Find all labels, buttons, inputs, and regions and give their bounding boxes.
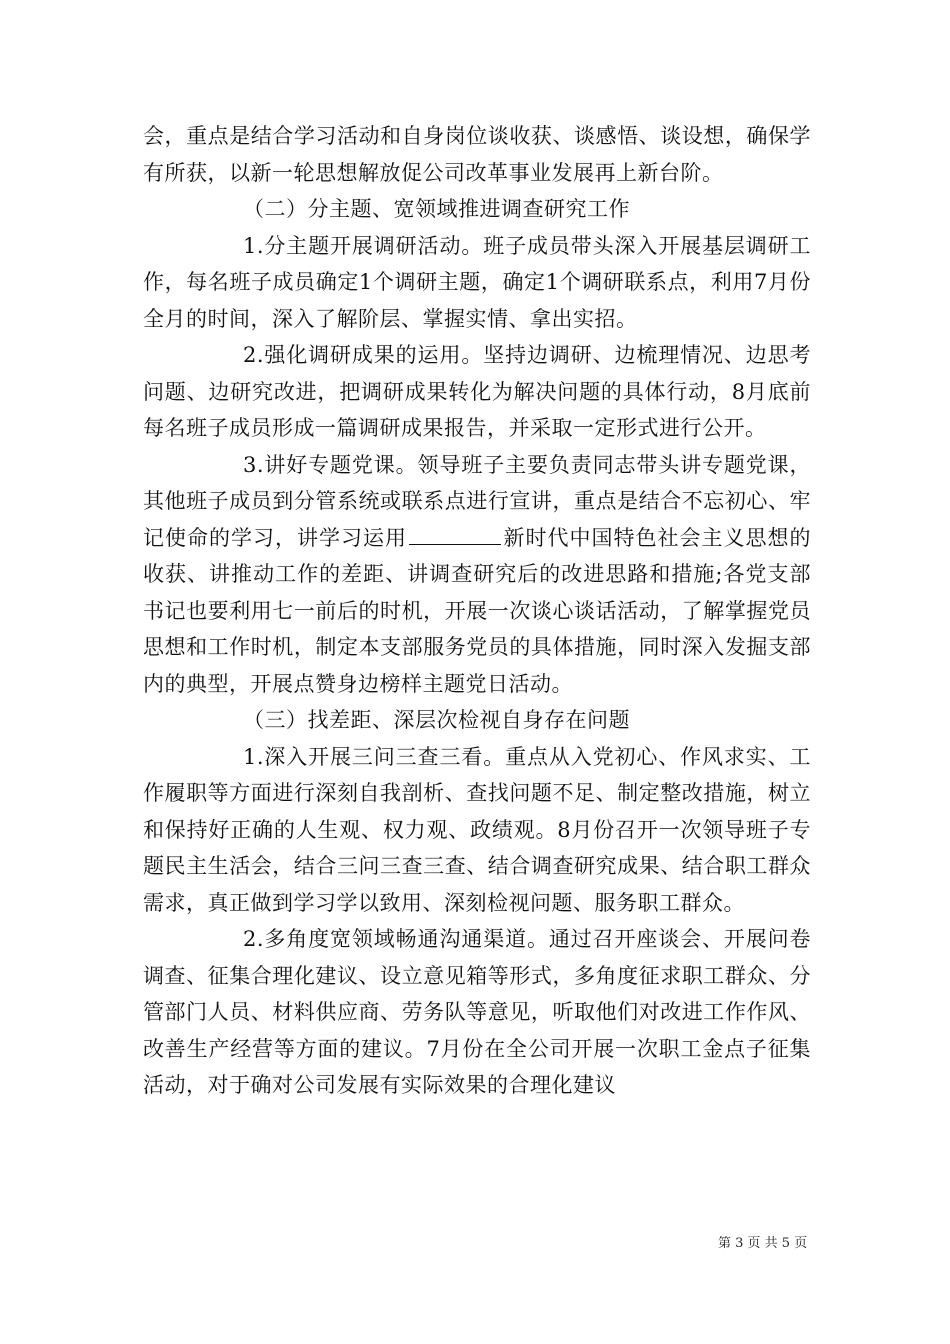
section-heading-2: （二）分主题、宽领域推进调查研究工作 bbox=[243, 197, 630, 221]
party-lecture-text-part-1: 3.讲好专题党课。领导班子主要负责同志带头讲专题党课，其他班子成员到分管系统或联系点进行宣讲，重点是结合不忘初心、牢记使命的学习，讲学习运用 bbox=[143, 452, 811, 550]
paragraph-communication-channels: 2.多角度宽领域畅通沟通渠道。通过召开座谈会、开展问卷调查、征集合理化建议、设立意见箱等形式，多角度征求职工群众、分管部门人员、材料供应商、劳务队等意见，听取他们对改进工作作风、改善生产经营等方面的建议。7月份在全公司开展一次职工金点子征集活动，对于确对公司发展有实际效果的合理化建议 bbox=[143, 927, 811, 1097]
paragraph-research-results: 2.强化调研成果的运用。坚持边调研、边梳理情况、边思考问题、边研究改进，把调研成果转化为解决问题的具体行动，8月底前每名班子成员形成一篇调研成果报告，并采取一定形式进行公开。 bbox=[143, 343, 811, 440]
section-heading-3: （三）找差距、深层次检视自身存在问题 bbox=[243, 708, 630, 732]
document-body bbox=[143, 118, 811, 1104]
paragraph-self-examination: 1.深入开展三问三查三看。重点从入党初心、作风求实、工作履职等方面进行深刻自我剖析、查找问题不足、制定整改措施，树立和保持好正确的人生观、权力观、政绩观。8月份召开一次领导班子专题民主生活会，结合三问三查三查、结合调查研究成果、结合职工群众需求，真正做到学习学以致用、深刻检视问题、服务职工群众。 bbox=[143, 744, 811, 915]
paragraph-continuation: 会，重点是结合学习活动和自身岗位谈收获、谈感悟、谈设想，确保学有所获，以新一轮思想解放促公司改革事业发展再上新台阶。 bbox=[143, 124, 811, 185]
page-number-footer: 第 3 页 共 5 页 bbox=[718, 1236, 808, 1251]
paragraph-research-topics: 1.分主题开展调研活动。班子成员带头深入开展基层调研工作，每名班子成员确定1个调研主题，确定1个调研联系点，利用7月份全月的时间，深入了解阶层、掌握实情、拿出实招。 bbox=[143, 233, 811, 331]
blank-underline bbox=[409, 524, 501, 545]
party-lecture-text-part-2: 新时代中国特色社会主义思想的收获、讲推动工作的差距、讲调查研究后的改进思路和措施;各党支部书记也要利用七一前后的时机，开展一次谈心谈话活动，了解掌握党员思想和工作时机，制定本支部服务党员的具体措施，同时深入发掘支部内的典型，开展点赞身边榜样主题党日活动。 bbox=[143, 525, 811, 696]
paragraph-party-lecture bbox=[143, 447, 811, 703]
